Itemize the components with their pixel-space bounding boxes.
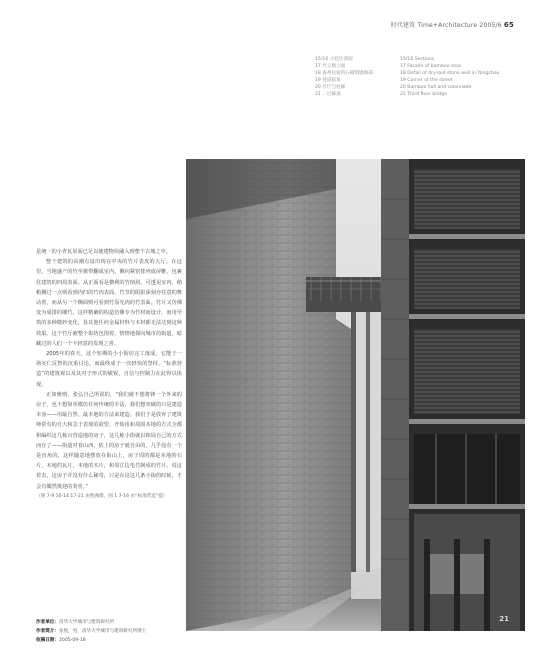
caption-en-5: 20 Bamboo hall and colonnade — [400, 85, 472, 91]
caption-en-2: 17 Facade of bamboo stoa — [400, 64, 461, 70]
caption-en-4: 19 Corner of the street — [400, 78, 453, 84]
caption-zh-5: 20 竹厅与柱廊 — [315, 85, 346, 91]
caption-en-6: 21 Third floor bridge — [400, 92, 448, 98]
caption-zh-4: 19 巷道临角 — [315, 78, 341, 84]
caption-zh-2: 17 竹立檐立面 — [315, 64, 346, 70]
credit-bio — [36, 627, 182, 636]
article-paragraph: 是统一的小青瓦屋面已足以使建物块融入到整个古城之中。 — [36, 249, 171, 255]
image-credit-note: （图 7-9 10-14 17-21 由胜满摄，图 1 7-16 由“标准营造”提） — [36, 493, 168, 499]
caption-en-3: 18 Detail of dry-laid stone wall in Yangzhou — [400, 71, 500, 77]
credit-bio-value: 张悦，男，清华大学城市与建筑研究所博士 — [58, 629, 147, 634]
running-header — [391, 20, 514, 29]
article-paragraph: 正如俺则，张弘自己所说的，“我们就不想将锋一个外来的房子，也不想简单模仿任何传统的手法，我们想突破的只是建造本身——用最自然、最本地的方法来建造。我们于是放弃了建筑师常有的自大和急于表现的欲望，开始用和周围本地的方式全都和编织这几栋百营造地的房子，这几栋小街就以和周自己的方式而存了——街道对着山西，依上的房子就自由的，几乎没有一个是直角的，这样随意地摆放在街山上，房子周的都是本地的石片，本地的瓦片，本地的木片，和周江边毛竹制成的竹片，说这着去，这房子并没有什么稀奇，只是在这这几条小街的时候，才会有偶然奥迎的奏喜。” — [36, 391, 182, 490]
caption-zh-6: 21 二层廊道 — [315, 92, 341, 98]
article-paragraph: 整个建筑的高潮点设出现在中央的竹片表皮的大厅。在这里，当地盛产的竹至被带翻成室内，侧向紧密排列成屏帷，包裹住建筑的四周表面。从正面看是横利的竹倒屑，可透见室内，稍稍侧过一点则看到内凹的竹肉表面。竹节的阴影深刻亦任意的舞动着，而从另一个侧面则可看到竹原光肉的竹表面。竹片又仿佛变为成排的雕竹。这样精确的构造仿佛专为竹材而设计，而用至筑的多种微妙变化，显其他任何金属材料与木材都无法达到这种效果。这个竹厅被整个街坊包围着，情情地探向城市的街道，暗藏过的人们一个不轻意的发现之喜。 — [36, 259, 182, 347]
credit-date — [36, 636, 182, 645]
article-body — [36, 247, 182, 502]
captions-english — [400, 56, 520, 99]
caption-zh-3: 18 泰州民宿的石砌筑墙细部 — [315, 71, 373, 77]
credit-unit-value: 清华大学城市与建筑研究所 — [58, 620, 115, 625]
credit-date-value: 2005-09-18 — [58, 638, 86, 643]
architecture-photo — [186, 159, 525, 631]
credit-date-label: 收稿日期： — [36, 638, 59, 643]
photo-figure-number: 21 — [499, 615, 509, 623]
article-paragraph: 2005年的春天，这个短期的小小街坊完工落成，它能于一场实仁反智的沉重讨论。而最终成于一次轻快的坚持。“标准营造”的建筑观以及其对于形式的敏锐，自信与控制力在此得以体现。 — [36, 351, 182, 388]
captions-chinese — [315, 56, 400, 99]
page-number: 65 — [503, 21, 514, 29]
author-credits — [36, 618, 182, 645]
credit-unit-label: 作者单位： — [36, 620, 59, 625]
caption-en-1: 15/16 Sections — [400, 57, 435, 62]
credit-bio-label: 作者简介： — [36, 629, 59, 634]
credit-unit — [36, 618, 182, 627]
architecture-photo-illustration — [186, 159, 525, 631]
caption-zh-1: 15/16 小套区剖面 — [315, 57, 353, 62]
journal-title: 时代建筑 Time+Architecture 2005/6 — [390, 22, 502, 29]
